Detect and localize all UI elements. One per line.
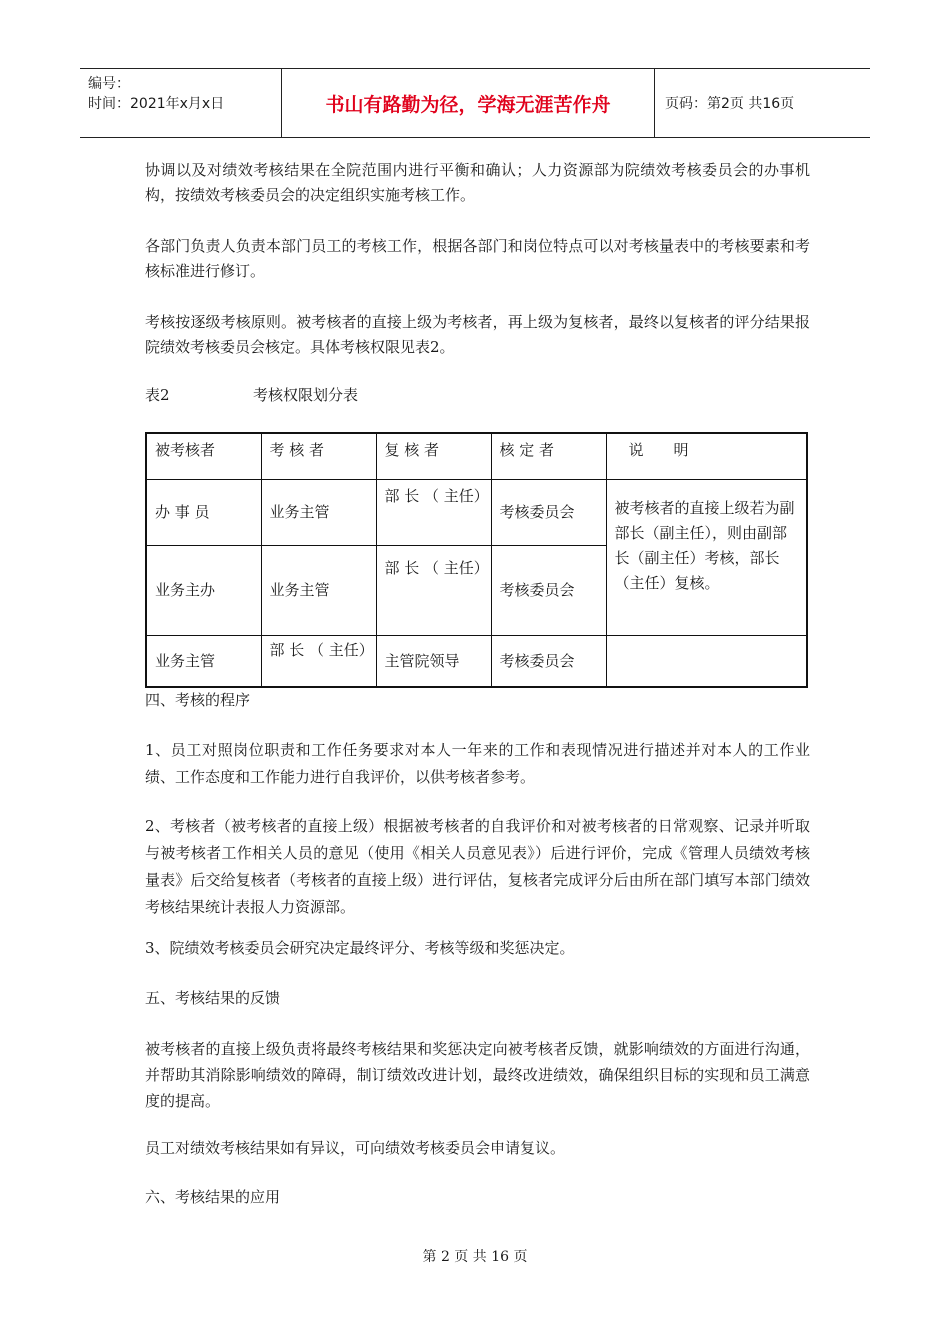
doc-date-label: 时间：2021年x月x日	[88, 96, 225, 112]
section-4-item-2: 2、考核者（被考核者的直接上级）根据被考核者的自我评价和对被考核者的日常观察、记录并听取与被考核者工作相关人员的意见（使用《相关人员意见表》）后进行评价，完成《管理人员绩效考核量表》后交给复核者（考核者的直接上级）进行评估，复核者完成评分后由所在部门填写本部门绩效考核结果统计表报人力资源部。	[145, 817, 810, 916]
section-4-item-3: 3、院绩效考核委员会研究决定最终评分、考核等级和奖惩决定。	[145, 939, 575, 957]
table-header-cell: 考 核 者	[261, 433, 376, 479]
section-4-item-1: 1、员工对照岗位职责和工作任务要求对本人一年来的工作和表现情况进行描述并对本人的工作业绩、工作态度和工作能力进行自我评价，以供考核者参考。	[145, 741, 810, 786]
section-5-title: 五、考核结果的反馈	[145, 989, 281, 1007]
table-cell: 业务主管	[261, 479, 376, 545]
table-cell: 部 长 （ 主任）	[376, 545, 491, 635]
permission-table	[145, 432, 808, 688]
table-cell: 主管院领导	[376, 635, 491, 687]
table-note-cell: 被考核者的直接上级若为副部长（副主任），则由副部长（副主任）考核，部长（主任）复核。	[606, 479, 807, 635]
table-title: 考核权限划分表	[253, 386, 359, 404]
header-meta	[80, 69, 282, 137]
page-footer: 第 2 页 共 16 页	[422, 1249, 528, 1265]
table-row	[146, 635, 807, 687]
paragraph-3: 考核按逐级考核原则。被考核者的直接上级为考核者，再上级为复核者，最终以复核者的评分结果报院绩效考核委员会核定。具体考核权限见表2。	[145, 313, 810, 356]
table-row	[146, 479, 807, 545]
table-cell	[606, 635, 807, 687]
table-header-row	[146, 433, 807, 479]
table-cell: 办 事 员	[146, 479, 261, 545]
table-cell: 部 长 （ 主任）	[261, 635, 376, 687]
table-header-cell: 被考核者	[146, 433, 261, 479]
table-caption	[145, 384, 358, 405]
table-cell: 业务主管	[146, 635, 261, 687]
section-4-title: 四、考核的程序	[145, 691, 251, 709]
table-number: 表2	[145, 386, 170, 404]
table-header-cell: 复 核 者	[376, 433, 491, 479]
table-cell: 业务主管	[261, 545, 376, 635]
page-header	[80, 68, 870, 138]
paragraph-2: 各部门负责人负责本部门员工的考核工作，根据各部门和岗位特点可以对考核量表中的考核要素和考核标准进行修订。	[145, 237, 810, 280]
table-cell: 考核委员会	[491, 479, 606, 545]
header-page-number: 页码：第2页 共16页	[665, 96, 795, 112]
table-cell: 考核委员会	[491, 545, 606, 635]
table-header-cell: 说 明	[606, 433, 807, 479]
table-cell: 部 长 （ 主任）	[376, 479, 491, 545]
section-6-title: 六、考核结果的应用	[145, 1188, 281, 1206]
header-motto: 书山有路勤为径，学海无涯苦作舟	[282, 69, 655, 137]
doc-code-label: 编号：	[88, 76, 130, 92]
table-cell: 业务主办	[146, 545, 261, 635]
section-5-paragraph-1: 被考核者的直接上级负责将最终考核结果和奖惩决定向被考核者反馈，就影响绩效的方面进行沟通，并帮助其消除影响绩效的障碍，制订绩效改进计划，最终改进绩效，确保组织目标的实现和员工满意度的提高。	[145, 1040, 810, 1110]
table-header-cell: 核 定 者	[491, 433, 606, 479]
paragraph-1: 协调以及对绩效考核结果在全院范围内进行平衡和确认；人力资源部为院绩效考核委员会的办事机构，按绩效考核委员会的决定组织实施考核工作。	[145, 161, 810, 204]
table-cell: 考核委员会	[491, 635, 606, 687]
section-5-paragraph-2: 员工对绩效考核结果如有异议，可向绩效考核委员会申请复议。	[145, 1139, 566, 1157]
